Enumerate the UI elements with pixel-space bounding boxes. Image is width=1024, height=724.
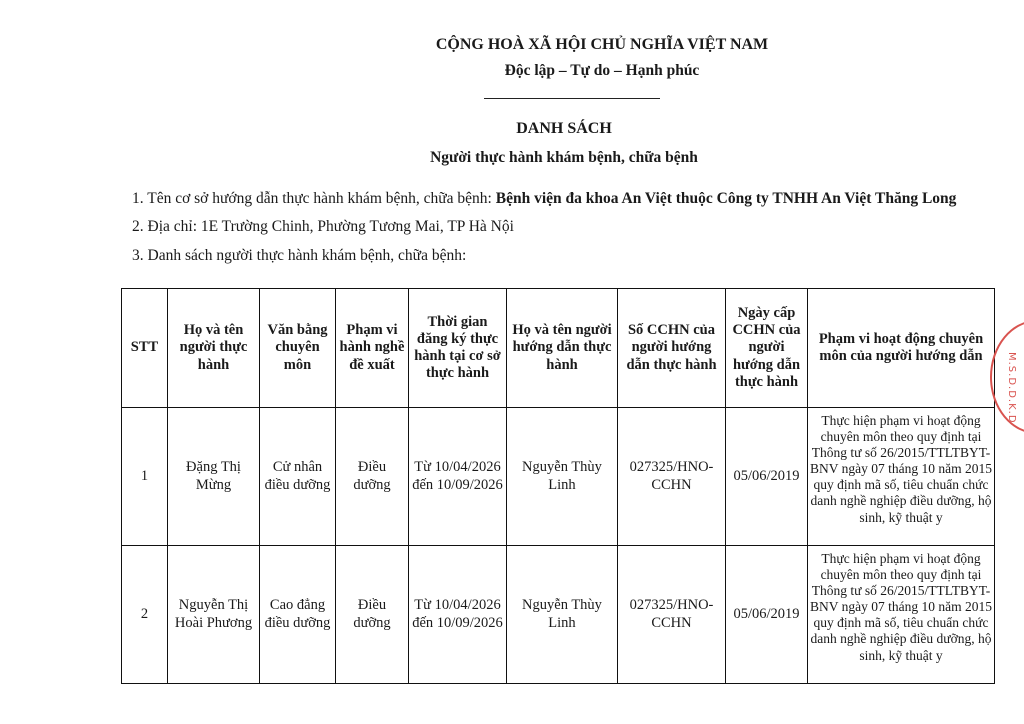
cell-practitioner-name: Đặng Thị Mừng [168, 408, 260, 546]
table-header-row [122, 289, 995, 408]
cell-period: Từ 10/04/2026 đến 10/09/2026 [409, 546, 507, 684]
cell-instructor-scope [808, 546, 995, 684]
facility-name-label: 1. Tên cơ sở hướng dẫn thực hành khám bệnh, chữa bệnh: [132, 190, 496, 207]
cell-instructor-name: Nguyễn Thùy Linh [507, 408, 618, 546]
table-row [122, 408, 995, 546]
cell-stt: 2 [122, 546, 168, 684]
red-seal-stamp [990, 320, 1024, 434]
header-instructor-name: Họ và tên người hướng dẫn thực hành [507, 289, 618, 408]
header-cchn-date: Ngày cấp CCHN của người hướng dẫn thực hành [726, 289, 808, 408]
cell-practitioner-name: Nguyễn Thị Hoài Phương [168, 546, 260, 684]
cell-period: Từ 10/04/2026 đến 10/09/2026 [409, 408, 507, 546]
table-row [122, 546, 995, 684]
cell-cchn-number: 027325/HNO-CCHN [618, 546, 726, 684]
nation-heading: CỘNG HOÀ XÃ HỘI CHỦ NGHĨA VIỆT NAM [435, 36, 769, 53]
header-instructor-scope: Phạm vi hoạt động chuyên môn của người hướng dẫn [808, 289, 995, 408]
header-practitioner-name: Họ và tên người thực hành [168, 289, 260, 408]
motto-heading: Độc lập – Tự do – Hạnh phúc [504, 62, 700, 79]
practitioner-table [121, 288, 995, 684]
cell-cchn-number: 027325/HNO-CCHN [618, 408, 726, 546]
cell-instructor-name: Nguyễn Thùy Linh [507, 546, 618, 684]
header-degree: Văn bằng chuyên môn [260, 289, 336, 408]
header-proposed-scope: Phạm vi hành nghề đề xuất [336, 289, 409, 408]
header-cchn-number: Số CCHN của người hướng dẫn thực hành [618, 289, 726, 408]
facility-name-line [132, 190, 956, 208]
list-intro-line: 3. Danh sách người thực hành khám bệnh, chữa bệnh: [132, 247, 467, 264]
instructor-scope-text: Thực hiện phạm vi hoạt động chuyên môn theo quy định tại Thông tư số 26/2015/TTLTBYT-BNV ngày 07 tháng 10 năm 2015 quy định mã số, tiêu chuẩn chức danh nghề nghiệp điều dưỡng, hộ sinh, kỹ thuật y [810, 550, 992, 663]
cell-cchn-date: 05/06/2019 [726, 546, 808, 684]
cell-proposed-scope: Điều dưỡng [336, 546, 409, 684]
cell-instructor-scope [808, 408, 995, 546]
header-period: Thời gian đăng ký thực hành tại cơ sở thực hành [409, 289, 507, 408]
motto-underline [484, 98, 660, 99]
cell-stt: 1 [122, 408, 168, 546]
header-stt: STT [122, 289, 168, 408]
instructor-scope-text: Thực hiện phạm vi hoạt động chuyên môn theo quy định tại Thông tư số 26/2015/TTLTBYT-BNV ngày 07 tháng 10 năm 2015 quy định mã số, tiêu chuẩn chức danh nghề nghiệp điều dưỡng, hộ sinh, kỹ thuật y [810, 412, 992, 525]
address-line: 2. Địa chỉ: 1E Trường Chinh, Phường Tương Mai, TP Hà Nội [132, 218, 514, 235]
document-title: DANH SÁCH [516, 120, 612, 137]
facility-name-value: Bệnh viện đa khoa An Việt thuộc Công ty TNHH An Việt Thăng Long [495, 190, 957, 207]
cell-degree: Cao đẳng điều dưỡng [260, 546, 336, 684]
cell-degree: Cử nhân điều dưỡng [260, 408, 336, 546]
cell-proposed-scope: Điều dưỡng [336, 408, 409, 546]
document-subtitle: Người thực hành khám bệnh, chữa bệnh [430, 149, 698, 166]
cell-cchn-date: 05/06/2019 [726, 408, 808, 546]
stamp-text: M.S.D.D.K.D [1006, 352, 1017, 424]
